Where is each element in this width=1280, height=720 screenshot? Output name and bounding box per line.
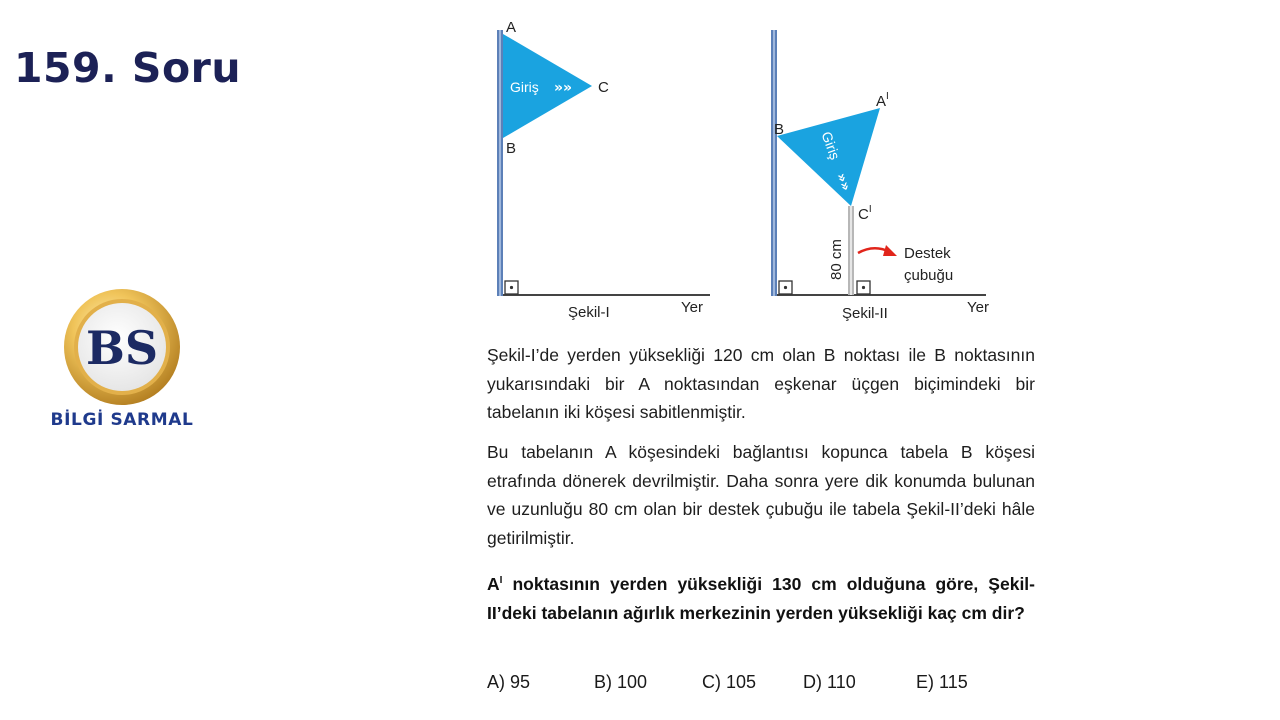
figure-2-caption: Şekil-II <box>842 305 888 322</box>
support-label-line2: çubuğu <box>904 267 954 284</box>
option-b[interactable] <box>594 672 647 693</box>
option-a[interactable] <box>487 672 530 693</box>
ground-label-2: Yer <box>967 299 989 316</box>
prompt-text: noktasının yerden yüksekliği 130 cm olduğuna göre, Şekil-II’deki tabelanın ağırlık merkezinin yerden yüksekliği kaç cm dir? <box>487 574 1035 623</box>
question-number: 159. Soru <box>14 44 242 92</box>
vertex-a-label-1: A <box>506 19 517 36</box>
vertex-a-label-2: $A^I$ <box>876 91 889 110</box>
flag-arrows-1: »» <box>554 80 573 96</box>
vertex-b-label-2: B <box>774 121 785 138</box>
figure-1 <box>497 19 710 321</box>
question-paragraph-1: Şekil-I’de yerden yüksekliği 120 cm olan B noktası ile B noktasının yukarısındaki bir A noktasından eşkenar üçgen biçimindeki bir tabelanın iki köşesi sabitlenmiştir. <box>487 345 1035 422</box>
option-letter: E) <box>916 672 934 692</box>
question-paragraph-2: Bu tabelanın A köşesindeki bağlantısı kopunca tabela B köşesi etrafında dönerek devrilmiştir. Daha sonra yere dik konumda bulunan ve uzunluğu 80 cm olan bir destek çubuğu ile tabela Şekil-II’deki hâle getirilmiştir. <box>487 442 1035 548</box>
option-letter: A) <box>487 672 505 692</box>
prompt-prime: I <box>499 575 503 586</box>
option-value: 105 <box>726 672 757 692</box>
ground-label-1: Yer <box>681 299 703 316</box>
option-letter: D) <box>803 672 822 692</box>
option-value: 100 <box>617 672 648 692</box>
flag-arrows-2: »» <box>832 170 854 194</box>
support-label-line1: Destek <box>904 245 951 262</box>
option-value: 95 <box>510 672 531 692</box>
option-letter: B) <box>594 672 612 692</box>
option-letter: C) <box>702 672 721 692</box>
figure-1-caption: Şekil-I <box>568 304 610 321</box>
figure-2 <box>771 30 989 322</box>
option-d[interactable] <box>803 672 856 693</box>
flag-text-2: Giriş <box>818 129 844 162</box>
logo-name: BİLGİ SARMAL <box>50 410 194 430</box>
logo-monogram: BS <box>85 321 159 375</box>
bilgi-sarmal-logo <box>46 288 198 438</box>
prompt-letter: A <box>487 574 500 594</box>
logo-emblem <box>63 288 181 406</box>
flag-text-1: Giriş <box>510 79 539 95</box>
vertex-b-label-1: B <box>506 140 517 157</box>
option-value: 115 <box>939 672 968 692</box>
support-height-label: 80 cm <box>828 239 845 280</box>
question-figure <box>470 10 1010 335</box>
vertex-c-label-1: C <box>598 79 609 96</box>
option-e[interactable] <box>916 672 968 693</box>
option-value: 110 <box>827 672 856 692</box>
vertex-c-label-2: $C^I$ <box>858 204 872 223</box>
question-prompt <box>487 567 1035 627</box>
option-c[interactable] <box>702 672 756 693</box>
answer-options <box>487 672 1047 700</box>
